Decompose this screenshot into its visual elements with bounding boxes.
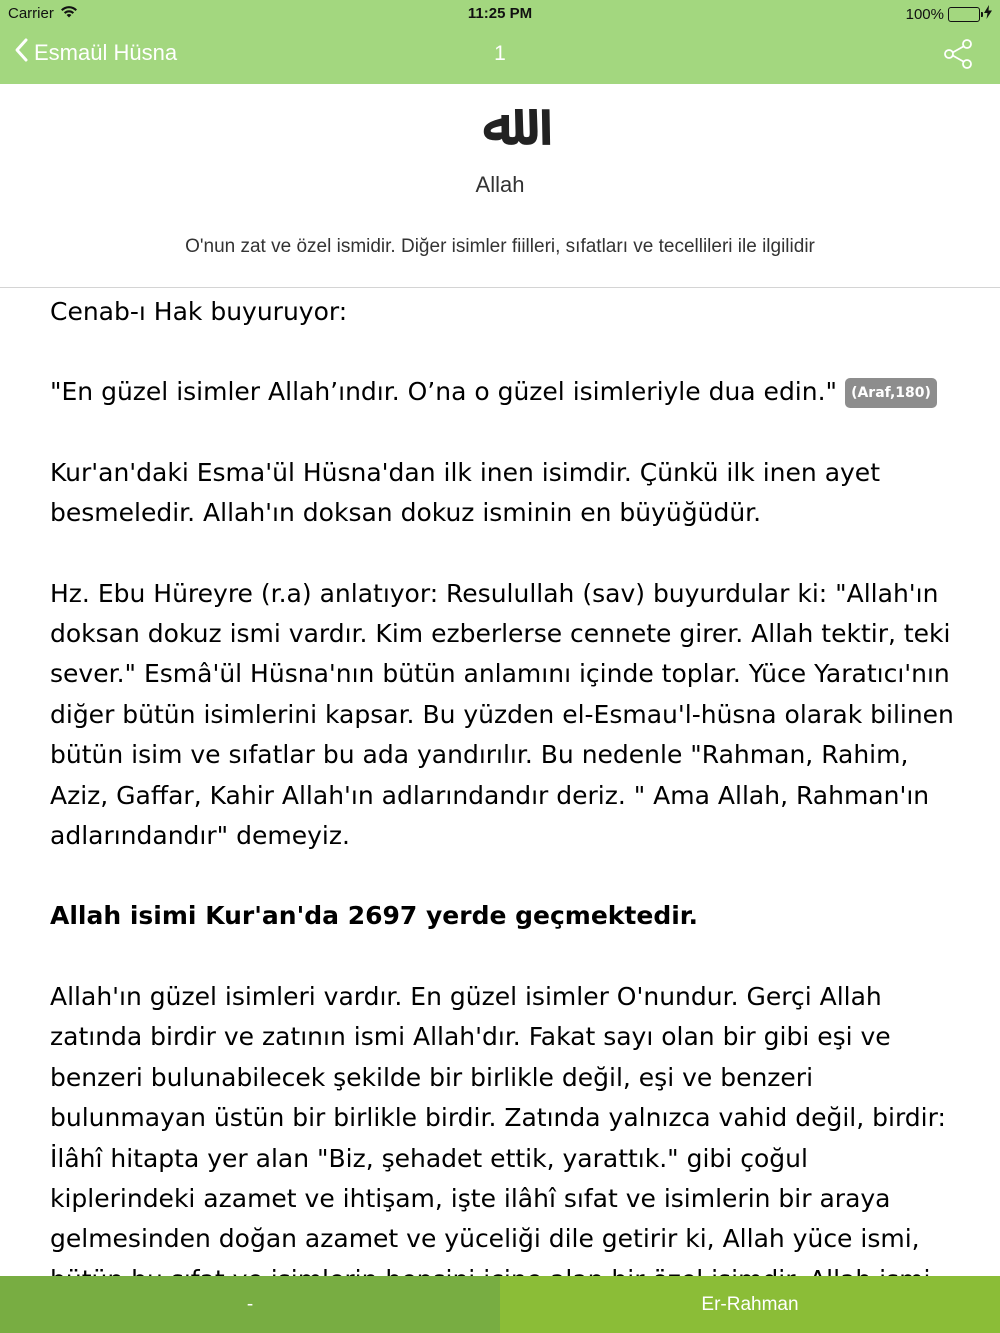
paragraph: Kur'an'daki Esma'ül Hüsna'dan ilk inen isimdir. Çünkü ilk inen ayet besmeledir. Allah'ın doksan dokuz isminin en büyüğüdür. (50, 457, 880, 528)
battery-icon (948, 7, 980, 22)
carrier-label: Carrier (8, 5, 54, 22)
verse-reference-badge[interactable]: (Araf,180) (845, 378, 937, 408)
battery-group (906, 5, 992, 23)
arabic-name: ﷲ (483, 90, 517, 158)
next-name-button[interactable]: Er-Rahman (500, 1276, 1000, 1333)
article-body (50, 292, 955, 1272)
top-bar (0, 0, 1000, 84)
back-label: Esmaül Hüsna (34, 40, 178, 65)
name-meaning: O'nun zat ve özel ismidir. Diğer isimler fiilleri, sıfatları ve tecellileri ile ilgilidir (185, 236, 815, 257)
paragraph: Allah'ın güzel isimleri vardır. En güzel isimler O'nundur. Gerçi Allah zatında birdir ve zatının ismi Allah'dır. Fakat sayı olan bir gibi eşi ve benzeri bulunabilecek şekilde bir birlikle değil, eşi ve benzeri bulunmayan üstün bir birlikle birdir. Zatında yalnızca vahid değil, birdir: İlâhî hitapta yer alan "Biz, şehadet ettik, yarattık." gibi çoğul kiplerindeki azamet ve ihtişam, işte ilâhî sıfat ve isimlerin bir araya gelmesinden doğan azamet ve yüceliği dile getirir ki, Allah yüce ismi, (50, 981, 946, 1254)
quote-paragraph (50, 372, 955, 412)
quote-text: "En güzel isimler Allah’ındır. O’na o güzel isimleriyle dua edin." (50, 377, 838, 407)
paragraph: Cenab-ı Hak buyuruyor: (50, 297, 348, 326)
battery-percent: 100% (905, 5, 944, 23)
status-time: 11:25 PM (467, 5, 533, 22)
name-header (0, 84, 1000, 288)
navigation-bar (0, 28, 1000, 84)
charging-bolt-icon (984, 5, 992, 23)
bold-paragraph: Allah isimi Kur'an'da 2697 yerde geçmektedir. (50, 901, 699, 931)
status-bar (0, 0, 1000, 28)
share-icon[interactable] (942, 38, 974, 75)
transliterated-name: Allah (475, 172, 525, 197)
nav-title: 1 (494, 42, 506, 65)
previous-name-button[interactable]: - (0, 1276, 500, 1333)
paragraph: Hz. Ebu Hüreyre (r.a) anlatıyor: Resulullah (sav) buyurdular ki: "Allah'ın doksan dokuz ismi vardır. Kim ezberlerse cennete girer. Allah tektir, teki sever." Esmâ'ül Hüsna'nın bütün anlamını içinde toplar. Yüce Yaratıcı'nın diğer bütün isimlerini kapsar. Bu yüzden el-Esmau'l-hüsna olarak bilinen bütün isim ve sıfatlar bu ada yandırılır. Bu nedenle "Rahman, Rahim, Aziz, Gaffar, Kahir Allah'ın adlarındandır deriz. " Ama Allah, Rahman'ın adlarındandır" demeyiz. (50, 578, 954, 851)
bottom-navigation (0, 1276, 1000, 1333)
